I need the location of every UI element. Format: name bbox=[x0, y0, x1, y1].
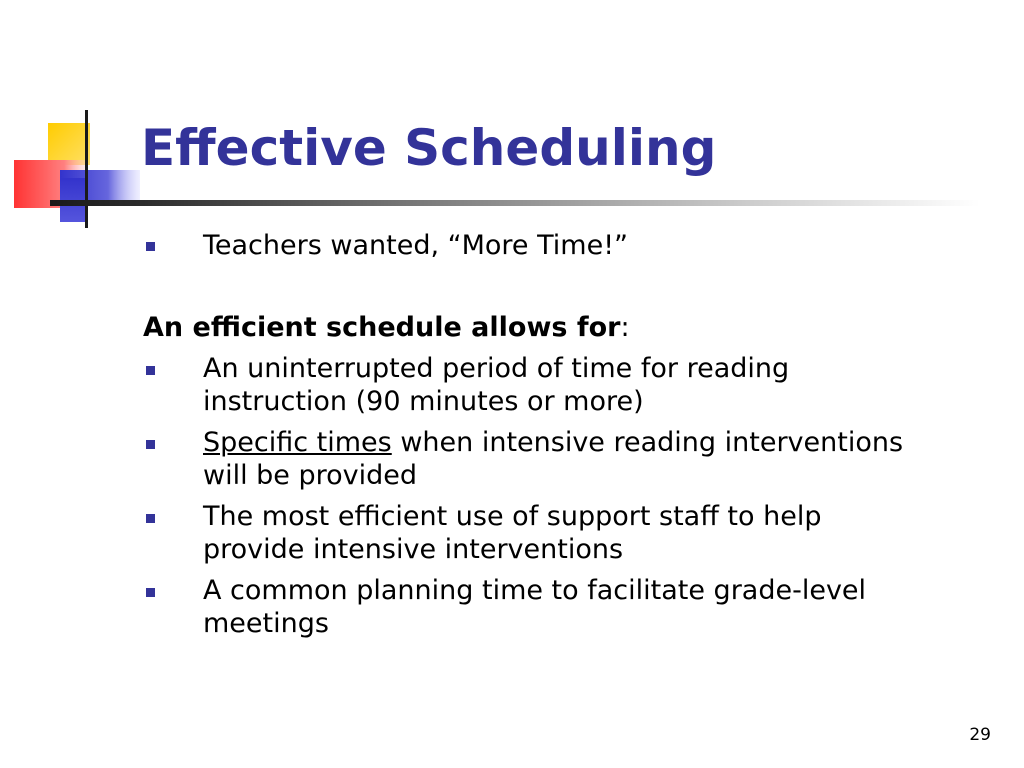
bullet-item-support-staff bbox=[203, 500, 1003, 566]
bullet-line: A common planning time to facilitate grade-level bbox=[203, 575, 867, 606]
schedule-subheading-bold: An efficient schedule allows for bbox=[143, 312, 621, 343]
bullet-item-teachers-wanted: Teachers wanted, “More Time!” bbox=[203, 230, 629, 261]
bullet-line: provide intensive interventions bbox=[203, 534, 624, 565]
slide-title: Effective Scheduling bbox=[141, 119, 717, 177]
bullet-item-uninterrupted-period bbox=[203, 352, 1003, 418]
bullet-marker bbox=[146, 242, 155, 251]
bullet-item-common-planning bbox=[203, 574, 1003, 640]
bullet-marker bbox=[146, 514, 155, 523]
bullet-line: meetings bbox=[203, 608, 329, 639]
schedule-subheading bbox=[143, 311, 630, 344]
bullet-line: The most efficient use of support staff to help bbox=[203, 501, 822, 532]
bullet-line bbox=[203, 426, 1003, 459]
specific-times-underlined: Specific times bbox=[203, 427, 392, 458]
bullet-line-rest: when intensive reading interventions bbox=[391, 427, 904, 458]
schedule-subheading-colon: : bbox=[620, 312, 630, 343]
page-number: 29 bbox=[969, 725, 991, 745]
bullet-line: An uninterrupted period of time for reading bbox=[203, 353, 790, 384]
bullet-line: will be provided bbox=[203, 460, 418, 491]
bullet-marker bbox=[146, 366, 155, 375]
bullet-item-specific-times bbox=[203, 426, 1003, 492]
bullet-marker bbox=[146, 588, 155, 597]
bullet-marker bbox=[146, 440, 155, 449]
bullet-line: instruction (90 minutes or more) bbox=[203, 386, 644, 417]
